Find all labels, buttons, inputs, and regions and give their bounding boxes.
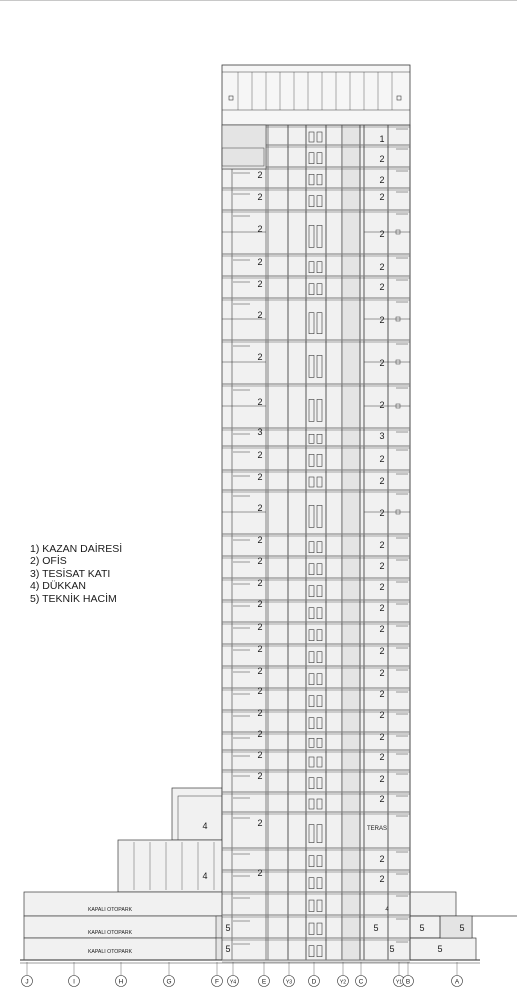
podium-upper-label: 4	[202, 821, 208, 831]
room-label-left: 2	[257, 472, 263, 482]
room-label-right: 2	[379, 689, 385, 699]
axis-label: Y1	[395, 979, 403, 986]
room-label-left: 2	[257, 397, 263, 407]
room-label-right: 2	[379, 175, 385, 185]
room-label-right: 2	[379, 540, 385, 550]
room-label-right: 2	[379, 582, 385, 592]
room-label-right: 2	[379, 476, 385, 486]
tech-label: 5	[373, 923, 379, 933]
parking-label: KAPALI OTOPARK	[87, 907, 133, 913]
axis-label: Y2	[339, 979, 347, 986]
room-label-right: 2	[379, 262, 385, 272]
room-label-right: 2	[379, 400, 385, 410]
room-label-left: 2	[257, 352, 263, 362]
room-label-left: 2	[257, 750, 263, 760]
axis-label: E	[261, 978, 267, 986]
axis-label: J	[25, 978, 29, 986]
room-label-left: 2	[257, 666, 263, 676]
axis-label: Y4	[229, 979, 237, 986]
room-label-right: 2	[379, 282, 385, 292]
room-label-left: 2	[257, 556, 263, 566]
room-label-right: 2	[379, 508, 385, 518]
axis-label: I	[73, 978, 75, 986]
room-label-left: 2	[257, 224, 263, 234]
tech-label: 5	[225, 944, 231, 954]
legend-item: 5) TEKNİK HACİM	[30, 592, 117, 605]
machine-room	[222, 125, 266, 169]
room-label-right: 2	[379, 854, 385, 864]
axis-label: B	[405, 978, 411, 986]
room-label-left: 3	[257, 427, 263, 437]
room-label-left: 2	[257, 310, 263, 320]
room-label-left: 2	[257, 686, 263, 696]
tech-room	[440, 916, 472, 938]
parking-label: KAPALI OTOPARK	[87, 930, 133, 936]
room-label-left: 2	[257, 503, 263, 513]
podium-middle-block	[118, 840, 238, 892]
podium-right-upper	[410, 892, 456, 916]
room-label-right: 2	[379, 646, 385, 656]
room-label-left: 2	[257, 279, 263, 289]
grid-axes	[22, 962, 463, 987]
axis-label: H	[118, 978, 124, 986]
room-label-right: 2	[379, 229, 385, 239]
room-label-right: 2	[379, 561, 385, 571]
parking-label: KAPALI OTOPARK	[87, 949, 133, 955]
axis-label: F	[215, 978, 219, 986]
room-label-left: 2	[257, 192, 263, 202]
room-label-left: 2	[257, 170, 263, 180]
room-label-right: 2	[379, 710, 385, 720]
room-label-left: 2	[257, 708, 263, 718]
room-label-right: 2	[379, 732, 385, 742]
tech-label: 5	[437, 944, 443, 954]
room-label-right: 2	[379, 315, 385, 325]
room-label-right: 2	[379, 624, 385, 634]
legend-item: 1) KAZAN DAİRESİ	[30, 543, 123, 555]
podium-middle-label: 4	[202, 871, 208, 881]
tech-label: 5	[459, 923, 465, 933]
legend	[30, 543, 122, 605]
tech-label: 5	[389, 944, 395, 954]
teras-label: TERAS	[366, 826, 388, 832]
room-label-left: 2	[257, 450, 263, 460]
axis-label: G	[166, 978, 172, 986]
room-label-right: 2	[379, 358, 385, 368]
room-label-right: 2	[379, 603, 385, 613]
axis-label: D	[311, 978, 317, 986]
rooftop-frame	[222, 65, 410, 125]
legend-item: 4) DÜKKAN	[30, 580, 87, 593]
core-lift-b	[342, 125, 360, 960]
room-label-left: 2	[257, 257, 263, 267]
room-label-right: 2	[379, 454, 385, 464]
room-label-right: 2	[379, 154, 385, 164]
tech-label: 5	[225, 923, 231, 933]
room-label-left: 2	[257, 535, 263, 545]
legend-item: 3) TESİSAT KATI	[30, 567, 111, 580]
room-label-left: 2	[257, 644, 263, 654]
room-label-right: 2	[379, 192, 385, 202]
tech-label: 5	[419, 923, 425, 933]
room-label-left: 2	[257, 622, 263, 632]
axis-label: C	[358, 978, 364, 986]
room-label-left: 2	[257, 818, 263, 828]
room-label-left: 2	[257, 771, 263, 781]
room-label-left: 2	[257, 578, 263, 588]
room-label-right: 3	[379, 431, 385, 441]
room-label-right: 2	[379, 874, 385, 884]
room-label-right: 2	[379, 668, 385, 678]
axis-label: Y3	[285, 979, 293, 986]
room-label-left: 2	[257, 599, 263, 609]
room-label-right: 2	[379, 774, 385, 784]
room-label-right: 2	[379, 794, 385, 804]
legend-item: 2) OFİS	[30, 555, 67, 568]
room-label-right: 1	[379, 134, 385, 144]
room-label-right: 2	[379, 752, 385, 762]
room-label-right: 4	[385, 907, 389, 913]
room-label-left: 2	[257, 868, 263, 878]
room-label-left: 2	[257, 729, 263, 739]
axis-label: A	[454, 978, 460, 986]
